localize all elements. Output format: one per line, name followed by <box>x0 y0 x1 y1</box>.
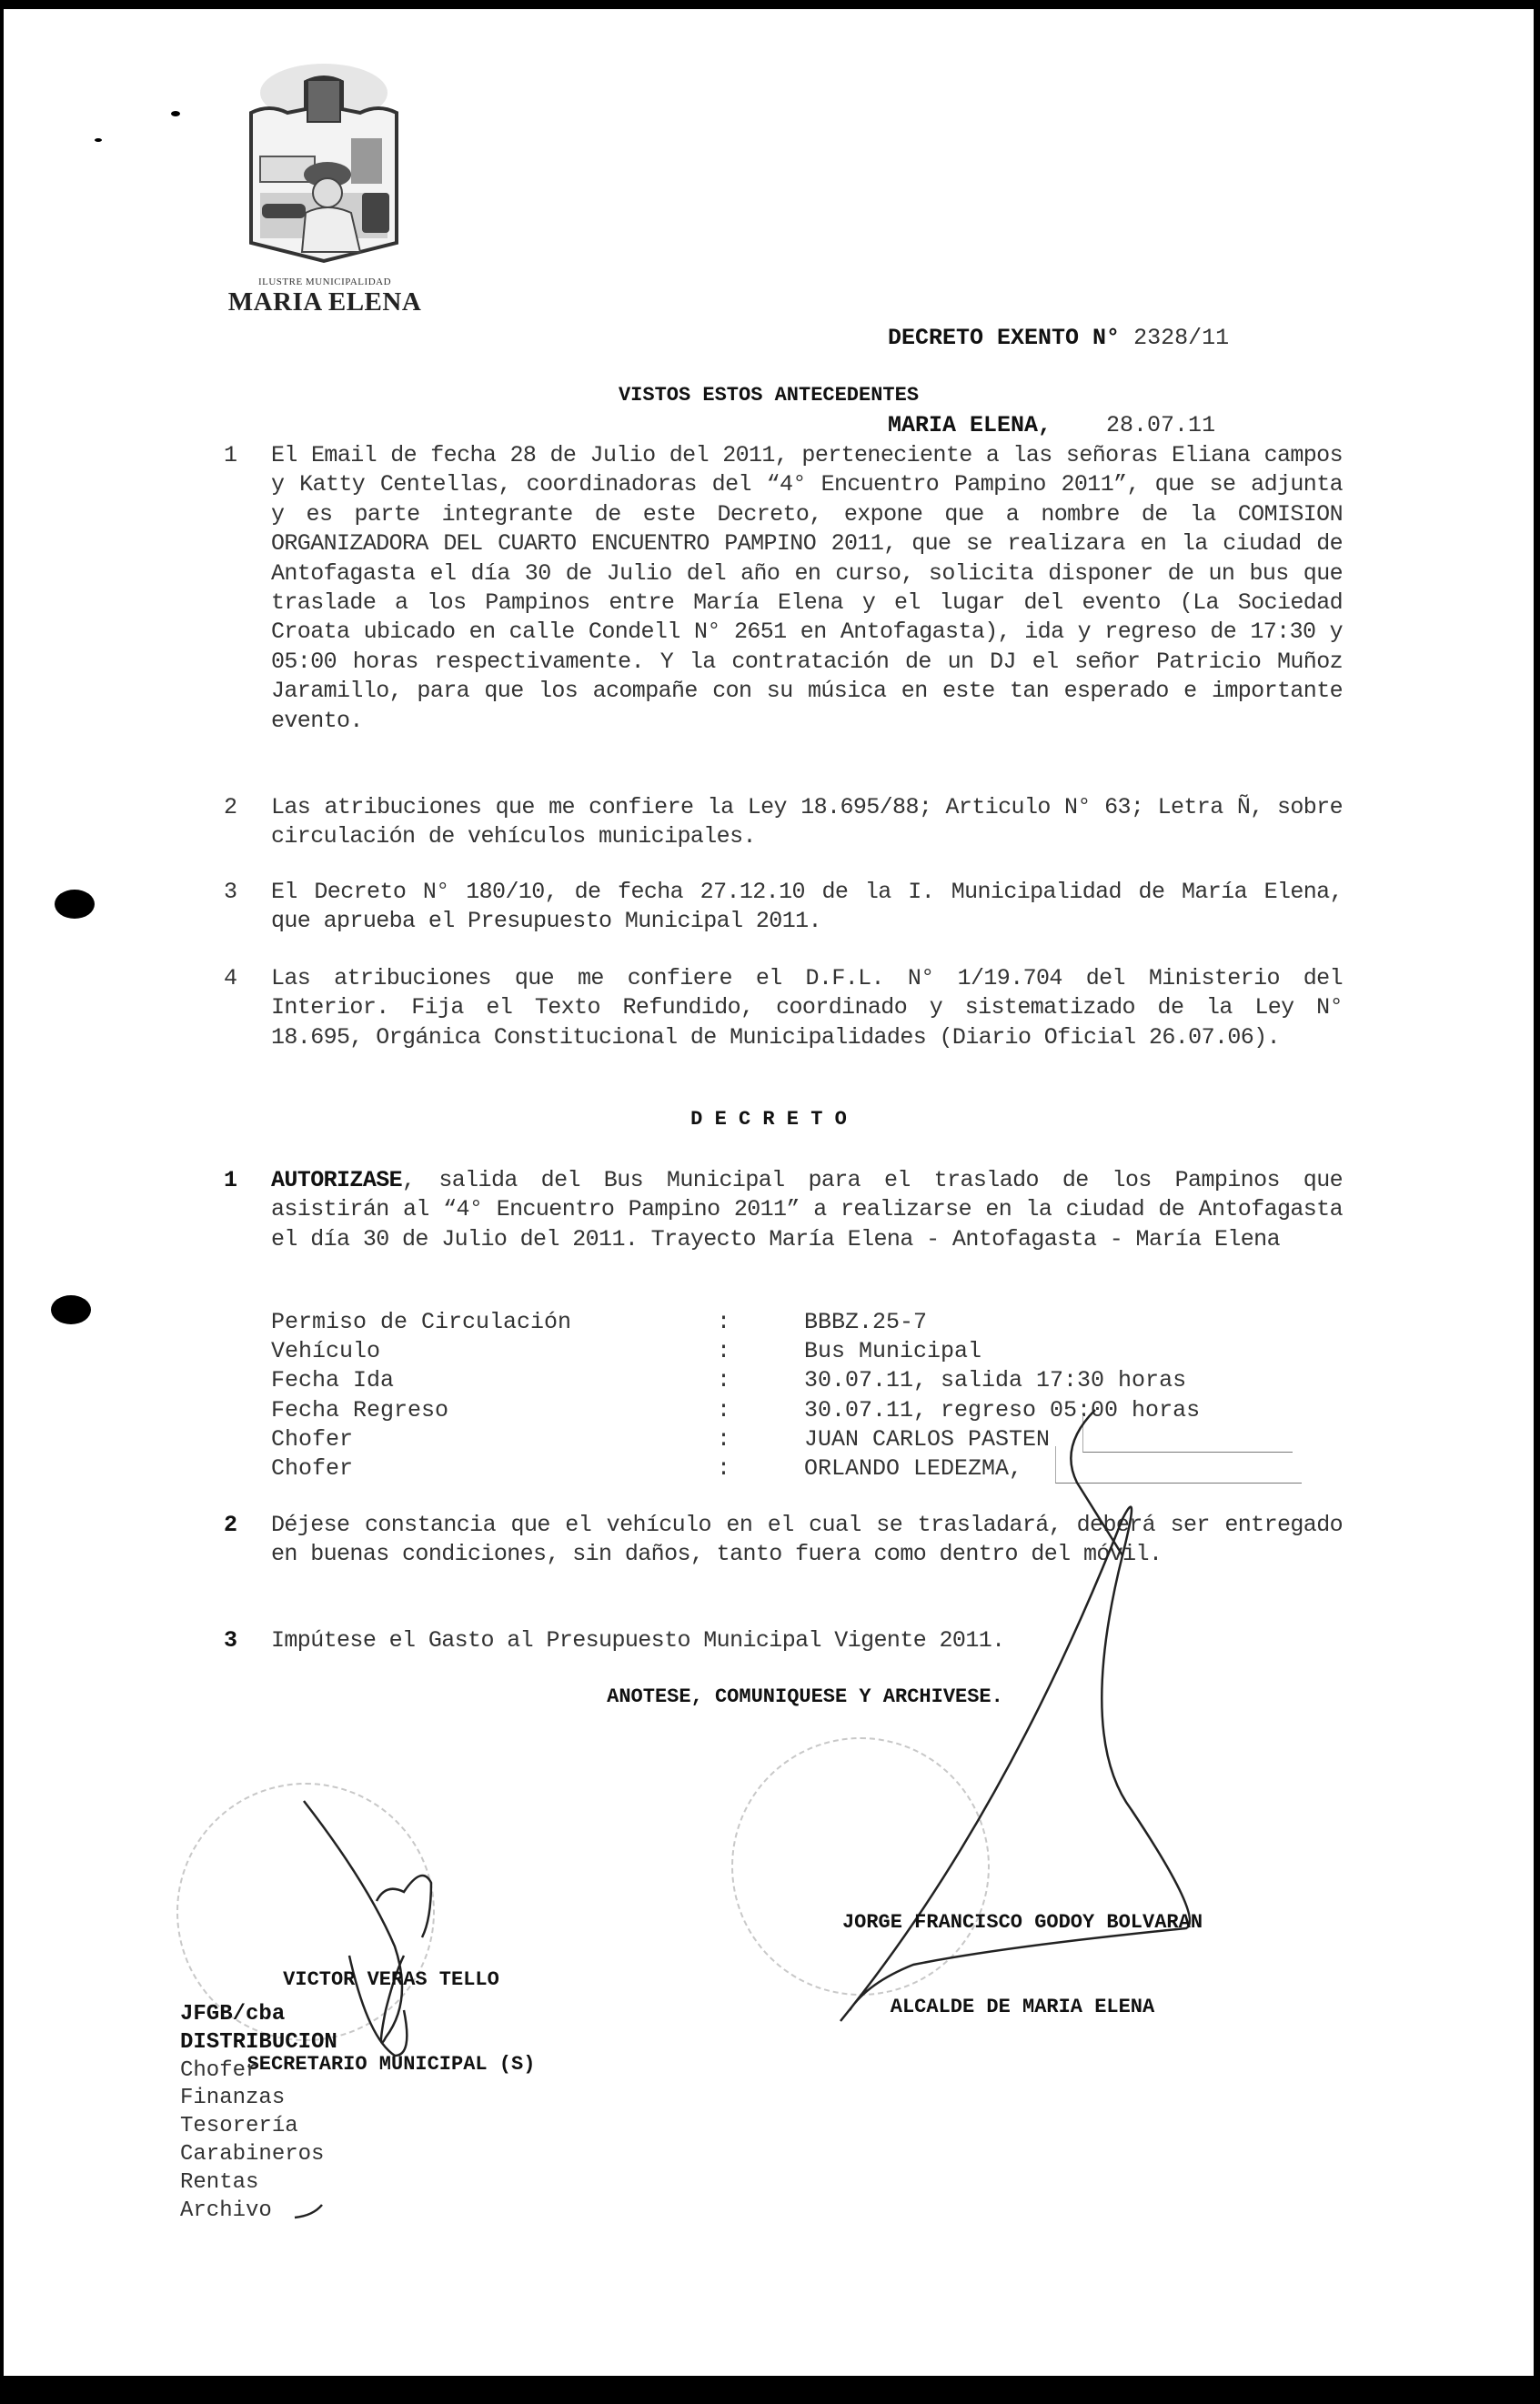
list-item: Chofer <box>180 2057 259 2083</box>
decreto-title: D E C R E T O <box>690 1108 847 1131</box>
decree-label: DECRETO EXENTO N° <box>888 325 1121 351</box>
list-item: Tesorería <box>180 2114 298 2139</box>
item-number: 2 <box>224 794 238 820</box>
item-body: , salida del Bus Municipal para el traslado de los Pampinos que asistirán al “4° Encuentro Pampino 2011” a realizarse en la ciudad de Antofagasta el día 30 de Julio del 2011. Trayecto María Elena - Antofagasta - María Elena <box>271 1167 1343 1252</box>
list-item: Carabineros <box>180 2141 325 2167</box>
list-item: Rentas <box>180 2169 259 2195</box>
mayor-signature-block <box>786 1852 1259 2077</box>
authorize-label: AUTORIZASE <box>271 1167 403 1193</box>
secretary-name: VICTOR VERAS TELLO <box>283 1968 499 1991</box>
decree-date: 28.07.11 <box>1106 412 1216 438</box>
item-number: 2 <box>224 1512 238 1538</box>
closing-statement: ANOTESE, COMUNIQUESE Y ARCHIVESE. <box>607 1685 1003 1708</box>
item-text: Las atribuciones que me confiere el D.F.L. N° 1/19.704 del Ministerio del Interior. Fija el Texto Refundido, coordinado y sistematizado de la Ley N° 18.695, Orgánica Constitucional de Municipalidades (Diario Oficial 26.07.06). <box>271 965 1343 1051</box>
mayor-title: ALCALDE DE MARIA ELENA <box>890 1996 1155 2018</box>
mayor-signature-line <box>1071 1410 1122 1555</box>
item-text: Impútese el Gasto al Presupuesto Municipal Vigente 2011. <box>271 1627 1005 1654</box>
secretary-title: SECRETARIO MUNICIPAL (S) <box>247 2053 536 2076</box>
logo-subtitle: ILUSTRE MUNICIPALIDAD <box>257 277 392 287</box>
vistos-title: VISTOS ESTOS ANTECEDENTES <box>618 384 920 407</box>
item-number: 4 <box>224 965 238 991</box>
item-text: Las atribuciones que me confiere la Ley 18.695/88; Articulo N° 63; Letra Ñ, sobre circulación de vehículos municipales. <box>271 794 1343 850</box>
item-text: El Email de fecha 28 de Julio del 2011, perteneciente a las señoras Eliana campos y Katty Centellas, coordinadoras del “4° Encuentro Pampino 2011”, que se adjunta y es parte integrante de este Decreto, expone que a nombre de la COMISION ORGANIZADORA DEL CUARTO ENCUENTRO PAMPINO 2011, que se realizara en la ciudad de Antofagasta el día 30 de Julio del año en curso, solicita disponer de un bus que traslade a los Pampinos entre María Elena y el lugar del evento (La Sociedad Croata ubicado en calle Condell N° 2651 en Antofagasta), ida y regreso de 17:30 y 05:00 horas respectivamente. Y la contratación de un DJ el señor Patricio Muñoz Jaramillo, para que los acompañe con su música en este tan esperado e importante evento. <box>271 442 1343 734</box>
item-number: 3 <box>224 1627 238 1654</box>
initials: JFGB/cba <box>180 2002 286 2027</box>
distribution-list <box>180 2001 337 2225</box>
logo-name: MARIA ELENA <box>227 287 422 317</box>
item-text: Déjese constancia que el vehículo en el cual se trasladará, deberá ser entregado en buenas condiciones, sin daños, tanto fuera como dentro del móvil. <box>271 1512 1343 1568</box>
item-number: 3 <box>224 879 238 905</box>
place-label: MARIA ELENA, <box>888 412 1052 438</box>
decree-number: 2328/11 <box>1133 325 1230 351</box>
item-number: 1 <box>224 1167 238 1193</box>
document-page: ILUSTRE MUNICIPALIDAD MARIA ELENA DECRETO EXENTO N° 2328/11 MARIA ELENA, 28.07.11 VISTOS ESTOS ANTECEDENTES 1 El Email de fecha 28 de Julio del 2011, perteneciente a las señoras Eliana campos y Katty Centellas, coordinadoras del “4° Encuentro Pampino 2011”, que se adjunta y es parte integrante de este Decreto, expone que a nombre de la COMISION ORGANIZADORA DEL CUARTO ENCUENTRO PAMPINO 2011, que se realizara en la ciudad de Antofagasta el día 30 de Julio del año en curso, solicita disponer de un bus que traslade a los Pampinos entre María Elena y el lugar del evento (La Sociedad Croata ubicado en calle Condell N° 2651 en Antofagasta), ida y regreso de 17:30 y 05:00 horas respectivamente. Y la contratación de un DJ el señor Patricio Muñoz Jaramillo, para que los acompañe con su música en este tan esperado e importante evento. 2 Las atribuciones que me confiere la Ley 18.695/88; Articulo N° 63; Letra Ñ, sobre circulación de vehículos municipales. 3 El Decreto N° 180/10, de fecha 27.12.10 de la I. Municipalidad de María Elena, que aprueba el Presupuesto Municipal 2011. 4 Las atribuciones que me confiere el D.F.L. N° 1/19.704 del Ministerio del Interior. Fija el Texto Refundido, coordinado y sistematizado de la Ley N° 18.695, Orgánica Constitucional de Municipalidades (Diario Oficial 26.07.06). D E C R E T O 1 AUTORIZASE, salida del Bus Municipal para el traslado de los Pampinos que asistirán al “4° Encuentro Pampino 2011” a realizarse en la ciudad de Antofagasta el día 30 de Julio del 2011. Trayecto María Elena - Antofagasta - María Elena Permiso de Circulación : BBBZ.25-7 Vehículo : Bus Municipal Fecha Ida : 30.07.11, salida 17:30 horas Fecha Regreso : 30.07.11, regreso 05:00 horas Chofer : JUAN CARLOS PASTEN Chofer : ORLANDO LEDEZMA, 2 Déjese constancia que el vehículo en el cual se trasladará, deberá ser entregado en buenas condiciones, sin daños, tanto fuera como dentro del móvil. 3 Impútese el Gasto al Presupuesto Municipal Vigente 2011. ANOTESE, COMUNIQUESE Y ARCHIVESE. VICTOR VERAS TELLO SECRETARIO MUNICIPAL (S) JORGE FRANCISCO GODOY BOLVARAN ALCALDE DE MARIA ELENA JFGB/cba DISTRIBUCION Chofer Finanzas Tesorería Carabineros Rentas Archivo <box>4 9 1534 2376</box>
list-item: Finanzas <box>180 2086 286 2111</box>
item-number: 1 <box>224 442 238 468</box>
item-text: El Decreto N° 180/10, de fecha 27.12.10 de la I. Municipalidad de María Elena, que aprueba el Presupuesto Municipal 2011. <box>271 879 1343 935</box>
mayor-name: JORGE FRANCISCO GODOY BOLVARAN <box>841 1911 1203 1934</box>
distribution-title: DISTRIBUCION <box>180 2029 337 2055</box>
list-item: Archivo <box>180 2198 272 2223</box>
